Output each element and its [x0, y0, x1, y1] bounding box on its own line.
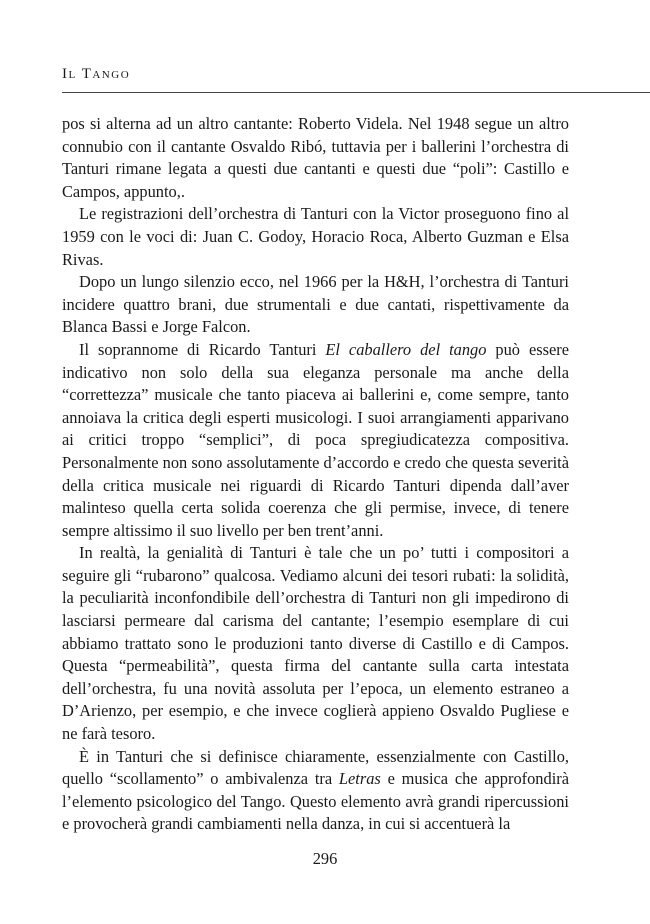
paragraph — [62, 746, 569, 836]
italic-text: Letras — [338, 769, 381, 789]
text-run: Il soprannome di Ricardo Tanturi — [79, 339, 326, 359]
text-run: È in Tanturi che si definisce chiaramente, essenzialmente con Castillo, quello “scollamento” o ambivalenza tra — [62, 746, 569, 789]
paragraph — [62, 542, 569, 745]
body-text — [62, 113, 569, 836]
text-run: può essere indicativo non solo della sua eleganza personale ma anche della “correttezza” musicale che tanto piaceva ai ballerini e, come sempre, tanto annoiava la critica degli esperti musicologi. I suoi arrangiamenti apparivano ai critici troppo “semplici”, di poca spregiudicatezza compositiva. Personalmente non sono assolutamente d’accordo e credo che questa severità della critica musicale nei riguardi di Ricardo Tanturi dipenda dall’aver malinteso quella certa solida coerenza che gli permise, invece, di tenere sempre altissimo il suo livello per ben trent’anni. — [62, 339, 569, 540]
paragraph — [62, 339, 569, 542]
running-head-title: Il Tango — [62, 66, 131, 82]
text-run: Dopo un lungo silenzio ecco, nel 1966 per la H&H, l’orchestra di Tanturi incidere quattro brani, due strumentali e due cantati, rispettivamente da Blanca Bassi e Jorge Falcon. — [62, 272, 569, 337]
page-number: 296 — [312, 849, 338, 868]
italic-text: El caballero del tango — [325, 339, 487, 359]
header-rule — [62, 92, 650, 93]
text-run: pos si alterna ad un altro cantante: Roberto Videla. Nel 1948 segue un altro connubio con il cantante Osvaldo Ribó, tuttavia per i ballerini l’orchestra di Tanturi rimane legata a questi due cantanti e questi due “poli”: Castillo e Campos, appunto,. — [62, 114, 569, 201]
text-run: In realtà, la genialità di Tanturi è tale che un po’ tutti i compositori a seguire gli “rubarono” qualcosa. Vediamo alcuni dei tesori rubati: la solidità, la peculiarità inconfondibile dell’orchestra di Tanturi non gli impedirono di lasciarsi permeare dal carisma del cantante; l’esempio esemplare di cui abbiamo trattato sono le produzioni tanto diverse di Castillo e di Campos. Questa “permeabilità”, questa firma del cantante sulla carta intestata dell’orchestra, fu una novità assoluta per l’epoca, un elemento estraneo a D’Arienzo, per esempio, e che invece coglierà appieno Osvaldo Pugliese e ne farà tesoro. — [62, 543, 569, 744]
paragraph — [62, 113, 569, 203]
text-run: e musica che approfondirà l’elemento psicologico del Tango. Questo elemento avrà grandi ripercussioni e provocherà grandi cambiamenti nella danza, in cui si accentuerà la — [62, 769, 569, 834]
text-run: Le registrazioni dell’orchestra di Tanturi con la Victor proseguono fino al 1959 con le voci di: Juan C. Godoy, Horacio Roca, Alberto Guzman e Elsa Rivas. — [62, 204, 569, 269]
paragraph — [62, 271, 569, 339]
paragraph — [62, 203, 569, 271]
